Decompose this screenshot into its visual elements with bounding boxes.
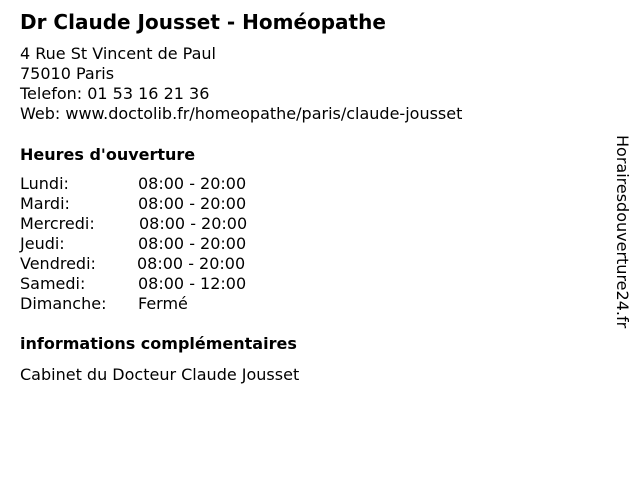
day-label: Dimanche: bbox=[20, 294, 107, 313]
phone-number: Telefon: 01 53 16 21 36 bbox=[20, 84, 210, 103]
additional-info-text: Cabinet du Docteur Claude Jousset bbox=[20, 365, 300, 384]
additional-info-heading: informations complémentaires bbox=[20, 334, 297, 353]
time-value: 08:00 - 20:00 bbox=[137, 254, 246, 273]
time-value: 08:00 - 20:00 bbox=[138, 194, 247, 213]
day-label: Mardi: bbox=[20, 194, 70, 213]
street-address: 4 Rue St Vincent de Paul bbox=[20, 44, 216, 63]
time-value: Fermé bbox=[138, 294, 188, 313]
address-block bbox=[20, 44, 462, 124]
opening-hours-heading: Heures d'ouverture bbox=[20, 145, 196, 164]
day-label: Vendredi: bbox=[20, 254, 96, 273]
time-value: 08:00 - 20:00 bbox=[139, 214, 248, 233]
day-label: Lundi: bbox=[20, 174, 69, 193]
site-watermark: Horairesdouverture24.fr bbox=[613, 135, 632, 329]
day-label: Mercredi: bbox=[20, 214, 95, 233]
day-label: Jeudi: bbox=[20, 234, 65, 253]
time-value: 08:00 - 12:00 bbox=[138, 274, 247, 293]
time-value: 08:00 - 20:00 bbox=[138, 234, 247, 253]
page-title: Dr Claude Jousset - Homéopathe bbox=[20, 10, 386, 34]
city-postcode: 75010 Paris bbox=[20, 64, 115, 83]
day-label: Samedi: bbox=[20, 274, 86, 293]
website-link[interactable]: Web: www.doctolib.fr/homeopathe/paris/claude-jousset bbox=[20, 104, 463, 123]
time-value: 08:00 - 20:00 bbox=[138, 174, 247, 193]
